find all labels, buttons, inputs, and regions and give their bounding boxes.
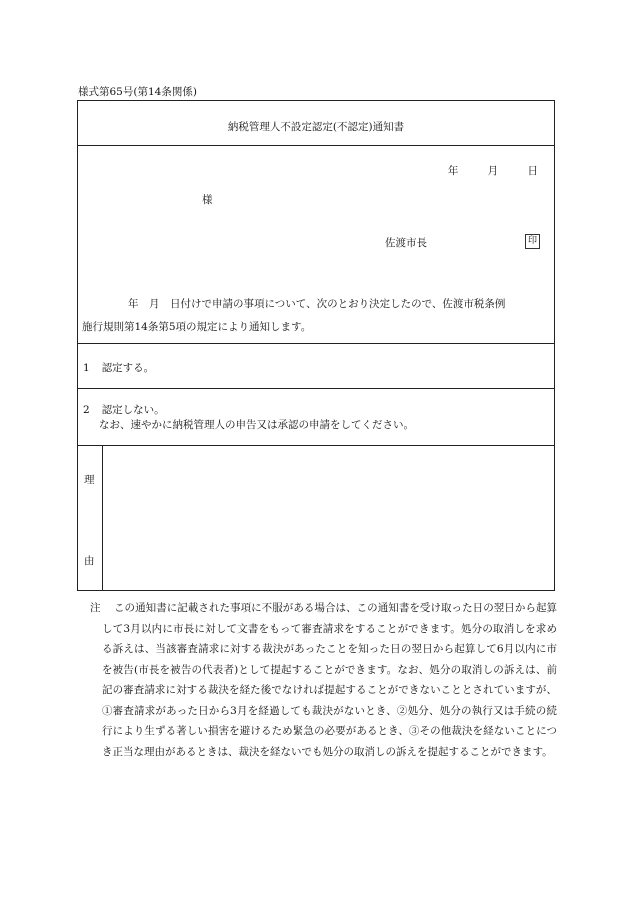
seal-mark: 印 bbox=[525, 234, 540, 249]
reason-section bbox=[77, 446, 555, 591]
month-label: 月 bbox=[487, 165, 499, 177]
item-2-number: 2 bbox=[83, 404, 90, 416]
reason-label-char2: 由 bbox=[84, 555, 95, 567]
item-2-subtext: なお、速やかに納税管理人の申告又は承認の申請をしてください。 bbox=[99, 419, 414, 431]
item-reject-section bbox=[77, 389, 555, 446]
body-text-line2: 施行規則第14条第5項の規定により通知します。 bbox=[82, 321, 312, 333]
form-number: 様式第65号(第14条関係) bbox=[78, 86, 197, 98]
body-text-line1: 年 月 日付けで申請の事項について、次のとおり決定したので、佐渡市税条例 bbox=[128, 298, 506, 310]
item-2 bbox=[83, 402, 165, 417]
day-label: 日 bbox=[527, 165, 538, 177]
title-section bbox=[77, 100, 555, 146]
item-approve-section bbox=[77, 344, 555, 389]
item-1-text: 認定する。 bbox=[101, 362, 155, 374]
document-title: 納税管理人不設定認定(不認定)通知書 bbox=[227, 121, 405, 133]
reason-label-char1: 理 bbox=[84, 474, 95, 486]
issuer-name: 佐渡市長 bbox=[385, 237, 427, 249]
notice-body-section bbox=[77, 146, 555, 344]
addressee-suffix: 様 bbox=[202, 194, 213, 206]
footnote-label: 注 bbox=[90, 602, 101, 614]
year-label: 年 bbox=[447, 165, 459, 177]
item-1 bbox=[83, 360, 154, 375]
item-1-number: 1 bbox=[83, 362, 90, 374]
item-2-text: 認定しない。 bbox=[101, 404, 165, 416]
date-line bbox=[422, 163, 538, 178]
footnote-text: この通知書に記載された事項に不服がある場合は、この通知書を受け取った日の翌日から起算して3月以内に市長に対して文書をもって審査請求をすることができます。処分の取消しを求める訴えは、当該審査請求に対する裁決があったことを知った日の翌日から起算して6月以内に市を被告(市長を被告の代表者)として提起することができます。なお、処分の取消しの訴えは、前記の審査請求に対する裁決を経た後でなければ提起することができないこととされていますが、①審査請求があった日から3月を経過しても裁決がないとき、②処分、処分の執行又は手続の続行により生ずる著しい損害を避けるため緊急の必要があるとき、③その他裁決を経ないことにつき正当な理由があるときは、裁決を経ないでも処分の取消しの訴えを提起することができます。 bbox=[102, 602, 557, 758]
reason-label-column bbox=[78, 446, 103, 590]
